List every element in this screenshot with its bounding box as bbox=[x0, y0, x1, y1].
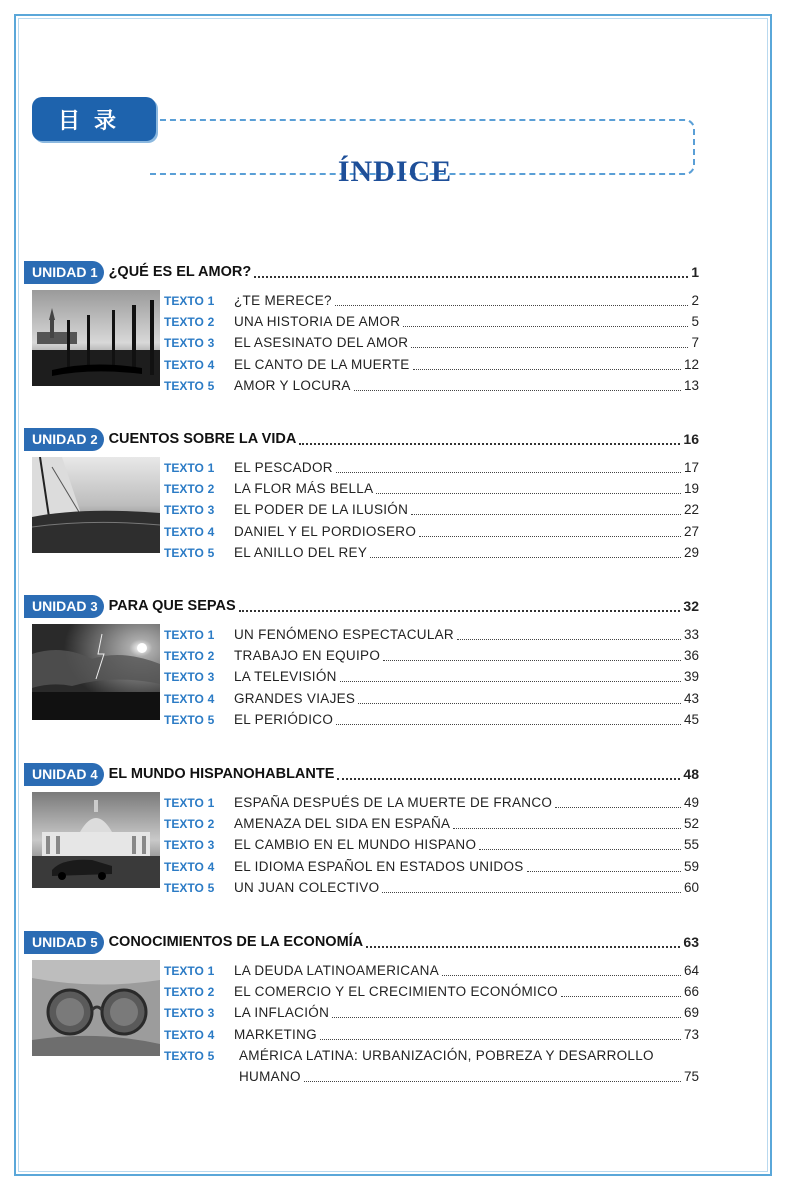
leader-dots bbox=[239, 610, 681, 612]
leader-dots bbox=[299, 443, 680, 445]
texto-item[interactable]: TEXTO 5 AMOR Y LOCURA 13 bbox=[164, 377, 699, 393]
unit-badge: UNIDAD 5 bbox=[24, 931, 104, 954]
unit-heading[interactable] bbox=[24, 762, 699, 786]
unit-title: CUENTOS SOBRE LA VIDA bbox=[108, 431, 297, 447]
texto-item[interactable]: TEXTO 1 ¿TE MERECE? 2 bbox=[164, 293, 699, 309]
texto-item[interactable]: TEXTO 4 GRANDES VIAJES 43 bbox=[164, 690, 699, 706]
texto-item[interactable]: TEXTO 3 EL ASESINATO DEL AMOR 7 bbox=[164, 335, 699, 351]
texto-item[interactable]: TEXTO 3 EL CAMBIO EN EL MUNDO HISPANO 55 bbox=[164, 837, 699, 853]
unit-heading[interactable] bbox=[24, 260, 699, 284]
texto-item-continuation[interactable]: HUMANO 75 bbox=[239, 1069, 699, 1085]
unit-badge: UNIDAD 2 bbox=[24, 428, 104, 451]
texto-item[interactable]: TEXTO 4 EL IDIOMA ESPAÑOL EN ESTADOS UNIDOS 59 bbox=[164, 858, 699, 874]
leader-dots bbox=[254, 276, 688, 278]
texto-item[interactable]: TEXTO 5 EL ANILLO DEL REY 29 bbox=[164, 544, 699, 560]
leader-dots bbox=[366, 946, 680, 948]
unit-badge: UNIDAD 3 bbox=[24, 595, 104, 618]
texto-item[interactable]: TEXTO 5 EL PERIÓDICO 45 bbox=[164, 711, 699, 727]
unit-title: CONOCIMIENTOS DE LA ECONOMÍA bbox=[108, 934, 364, 950]
texto-item[interactable]: TEXTO 3 LA TELEVISIÓN 39 bbox=[164, 669, 699, 685]
texto-item[interactable]: TEXTO 2 EL COMERCIO Y EL CRECIMIENTO ECONÓMICO 66 bbox=[164, 984, 699, 1000]
unit-section bbox=[24, 762, 699, 897]
texto-item[interactable]: TEXTO 5 UN JUAN COLECTIVO 60 bbox=[164, 879, 699, 895]
unit-page: 63 bbox=[683, 934, 699, 950]
unit-title: ¿QUÉ ES EL AMOR? bbox=[108, 264, 252, 280]
unit-page: 1 bbox=[691, 264, 699, 280]
unit-section bbox=[24, 427, 699, 562]
unit-heading[interactable] bbox=[24, 427, 699, 451]
texto-item[interactable]: TEXTO 2 UNA HISTORIA DE AMOR 5 bbox=[164, 314, 699, 330]
unit-section bbox=[24, 594, 699, 729]
texto-item[interactable]: TEXTO 1 UN FENÓMENO ESPECTACULAR 33 bbox=[164, 627, 699, 643]
capitol-photo bbox=[32, 792, 160, 888]
texto-item[interactable]: TEXTO 2 LA FLOR MÁS BELLA 19 bbox=[164, 481, 699, 497]
unit-heading[interactable] bbox=[24, 930, 699, 954]
texto-item[interactable]: TEXTO 2 AMENAZA DEL SIDA EN ESPAÑA 52 bbox=[164, 816, 699, 832]
texto-item[interactable]: TEXTO 1 LA DEUDA LATINOAMERICANA 64 bbox=[164, 963, 699, 979]
unit-page: 48 bbox=[683, 766, 699, 782]
unit-page: 16 bbox=[683, 431, 699, 447]
sailboat-photo bbox=[32, 457, 160, 553]
unit-title: EL MUNDO HISPANOHABLANTE bbox=[108, 766, 335, 782]
texto-item[interactable]: TEXTO 2 TRABAJO EN EQUIPO 36 bbox=[164, 648, 699, 664]
contents-tab: 目录 bbox=[32, 97, 156, 141]
texto-item[interactable]: TEXTO 3 EL PODER DE LA ILUSIÓN 22 bbox=[164, 502, 699, 518]
leader-dots bbox=[337, 778, 680, 780]
unit-section bbox=[24, 930, 699, 1090]
unit-page: 32 bbox=[683, 598, 699, 614]
unit-badge: UNIDAD 1 bbox=[24, 261, 104, 284]
page-title: ÍNDICE bbox=[337, 155, 453, 188]
unit-section bbox=[24, 260, 699, 395]
venice-photo bbox=[32, 290, 160, 386]
texto-item[interactable]: TEXTO 1 EL PESCADOR 17 bbox=[164, 460, 699, 476]
texto-item[interactable]: TEXTO 4 MARKETING 73 bbox=[164, 1026, 699, 1042]
texto-item[interactable]: TEXTO 4 DANIEL Y EL PORDIOSERO 27 bbox=[164, 523, 699, 539]
texto-item[interactable]: TEXTO 4 EL CANTO DE LA MUERTE 12 bbox=[164, 356, 699, 372]
coins-photo bbox=[32, 960, 160, 1056]
unit-badge: UNIDAD 4 bbox=[24, 763, 104, 786]
texto-item[interactable]: TEXTO 1 ESPAÑA DESPUÉS DE LA MUERTE DE FRANCO 49 bbox=[164, 795, 699, 811]
unit-title: PARA QUE SEPAS bbox=[108, 598, 236, 614]
storm-photo bbox=[32, 624, 160, 720]
unit-heading[interactable] bbox=[24, 594, 699, 618]
texto-item[interactable]: TEXTO 5 AMÉRICA LATINA: URBANIZACIÓN, POBREZA Y DESARROLLO bbox=[164, 1047, 654, 1063]
texto-item[interactable]: TEXTO 3 LA INFLACIÓN 69 bbox=[164, 1005, 699, 1021]
